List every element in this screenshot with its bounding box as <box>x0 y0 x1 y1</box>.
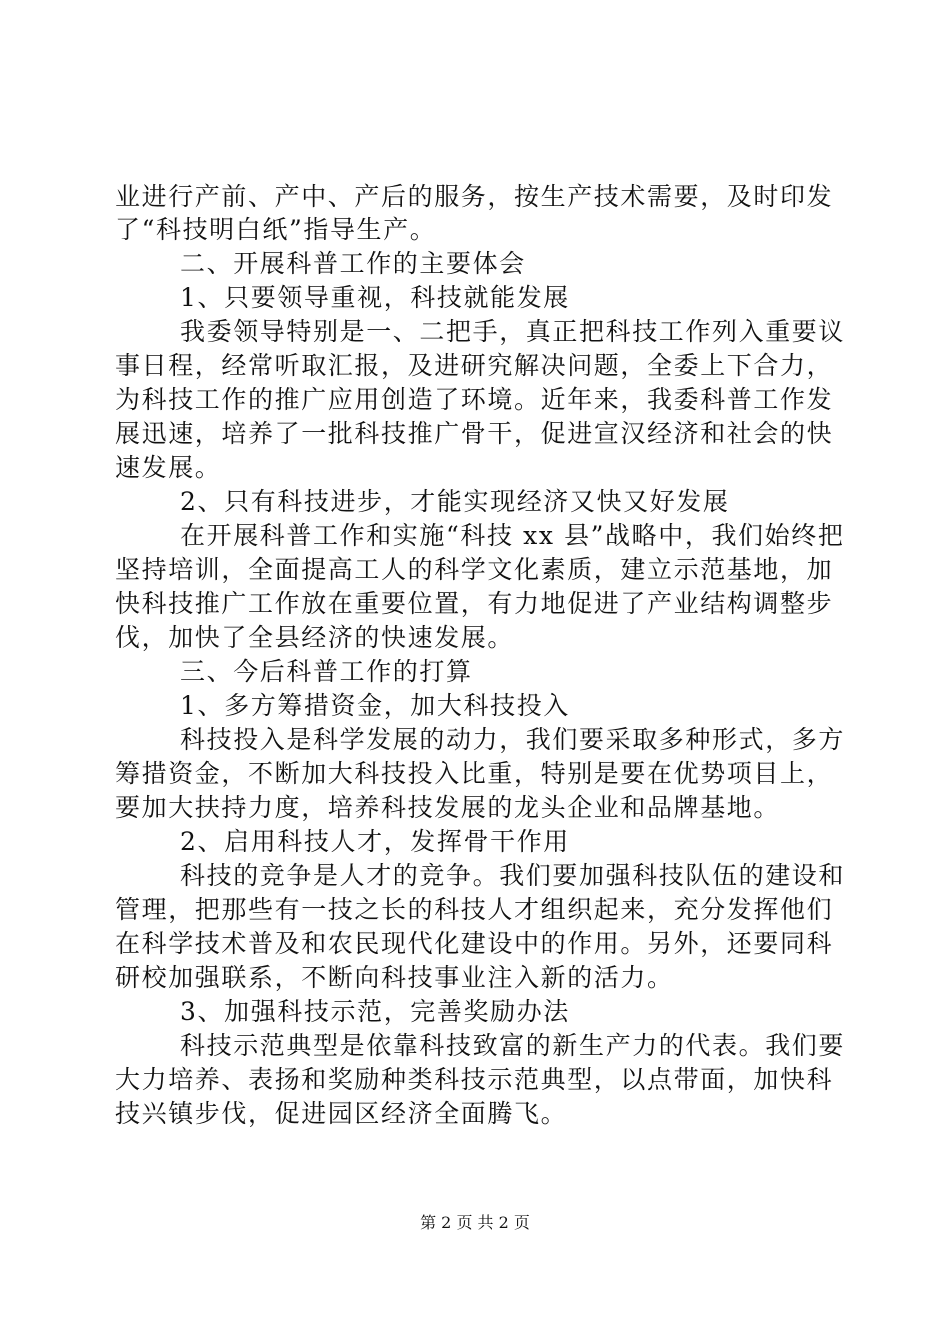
text-line: 大力培养、表扬和奖励种类科技示范典型，以点带面，加快科 <box>115 1065 834 1094</box>
text-line: 筹措资金，不断加大科技投入比重，特别是要在优势项目上， <box>115 759 834 788</box>
text-line: 在开展科普工作和实施“科技 xx 县”战略中，我们始终把 <box>180 521 845 550</box>
page-number-footer: 第 2 页 共 2 页 <box>420 1213 530 1232</box>
text-line: 伐，加快了全县经济的快速发展。 <box>115 623 515 652</box>
text-line: 在科学技术普及和农民现代化建设中的作用。另外，还要同科 <box>115 929 834 958</box>
subsection-heading: 3、加强科技示范，完善奖励办法 <box>180 997 570 1026</box>
subsection-heading: 1、只要领导重视，科技就能发展 <box>180 283 570 312</box>
text-line: 了“科技明白纸”指导生产。 <box>115 215 437 244</box>
subsection-heading: 2、只有科技进步，才能实现经济又快又好发展 <box>180 487 730 516</box>
text-line: 科技示范典型是依靠科技致富的新生产力的代表。我们要 <box>180 1031 846 1060</box>
text-line: 技兴镇步伐，促进园区经济全面腾飞。 <box>115 1099 568 1128</box>
text-line: 速发展。 <box>115 453 222 482</box>
text-line: 研校加强联系，不断向科技事业注入新的活力。 <box>115 963 674 992</box>
text-line: 管理，把那些有一技之长的科技人才组织起来，充分发挥他们 <box>115 895 834 924</box>
text-line: 业进行产前、产中、产后的服务，按生产技术需要，及时印发 <box>115 182 834 211</box>
text-line: 科技投入是科学发展的动力，我们要采取多种形式，多方 <box>180 725 846 754</box>
subsection-heading: 2、启用科技人才，发挥骨干作用 <box>180 827 570 856</box>
text-line: 坚持培训，全面提高工人的科学文化素质，建立示范基地，加 <box>115 555 834 584</box>
section-heading: 二、开展科普工作的主要体会 <box>180 249 526 278</box>
text-line: 为科技工作的推广应用创造了环境。近年来，我委科普工作发 <box>115 385 834 414</box>
subsection-heading: 1、多方筹措资金，加大科技投入 <box>180 691 570 720</box>
text-line: 要加大扶持力度，培养科技发展的龙头企业和品牌基地。 <box>115 793 781 822</box>
text-line: 展迅速，培养了一批科技推广骨干，促进宣汉经济和社会的快 <box>115 419 834 448</box>
text-line: 快科技推广工作放在重要位置，有力地促进了产业结构调整步 <box>115 589 834 618</box>
section-heading: 三、今后科普工作的打算 <box>180 657 473 686</box>
text-line: 事日程，经常听取汇报，及进研究解决问题，全委上下合力， <box>115 351 834 380</box>
text-line: 科技的竞争是人才的竞争。我们要加强科技队伍的建设和 <box>180 861 846 890</box>
text-line: 我委领导特别是一、二把手，真正把科技工作列入重要议 <box>180 317 846 346</box>
